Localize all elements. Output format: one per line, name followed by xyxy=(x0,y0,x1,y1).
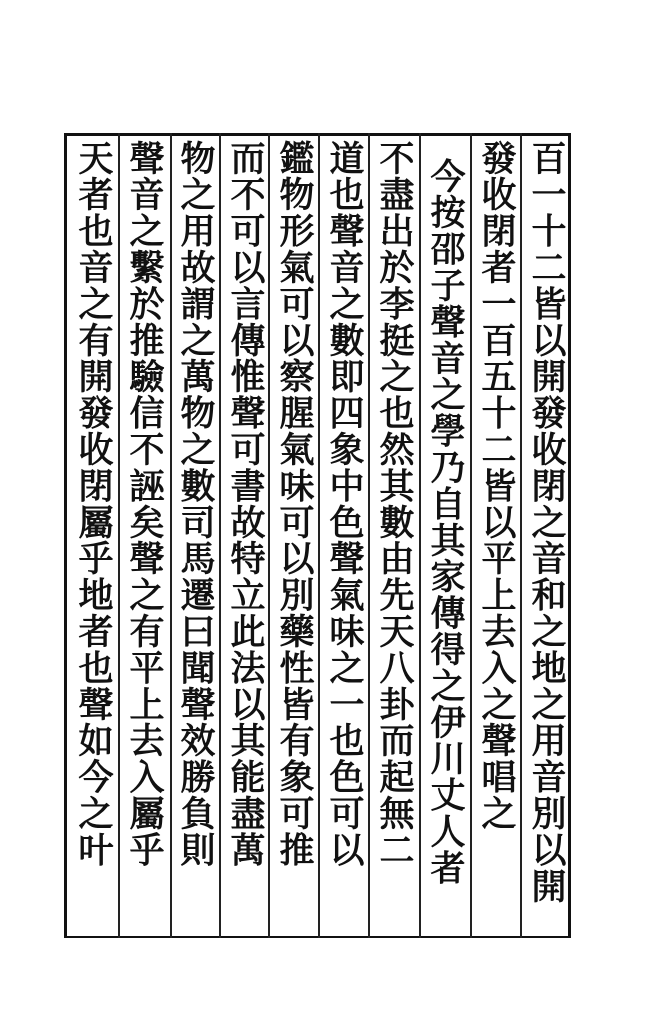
text-column-4: 不盡出於李挺之也然其數由先天八卦而起無二 xyxy=(374,140,415,868)
text-column-8: 物之用故謂之萬物之數司馬遷曰聞聲效勝負則 xyxy=(175,140,216,868)
text-column-5: 道也聲音之數即四象中色聲氣味之一也色可以 xyxy=(324,140,365,868)
text-column-6: 鑑物形氣可以察腥氣味可以別藥性皆有象可推 xyxy=(274,140,315,868)
column-rule xyxy=(419,133,421,938)
column-rule xyxy=(118,133,120,938)
column-rule xyxy=(520,133,522,938)
text-column-2: 發收閉者一百五十二皆以平上去入之聲唱之 xyxy=(476,140,517,832)
column-rule xyxy=(470,133,472,938)
text-column-10: 天者也音之有開發收閉屬乎地者也聲如今之叶 xyxy=(73,140,114,868)
column-rule xyxy=(368,133,370,938)
column-rule xyxy=(219,133,221,938)
text-column-7: 而不可以言傳惟聲可書故特立此法以其能盡萬 xyxy=(225,140,266,868)
text-column-3: 今按邵子聲音之學乃自其家傳得之伊川丈人者 xyxy=(425,158,466,886)
text-column-1: 百一十二皆以開發收閉之音和之地之用音別以開 xyxy=(526,140,567,905)
column-rule xyxy=(268,133,270,938)
column-rule xyxy=(318,133,320,938)
text-column-9: 聲音之繫於推驗信不誣矣聲之有平上去入屬乎 xyxy=(124,140,165,868)
